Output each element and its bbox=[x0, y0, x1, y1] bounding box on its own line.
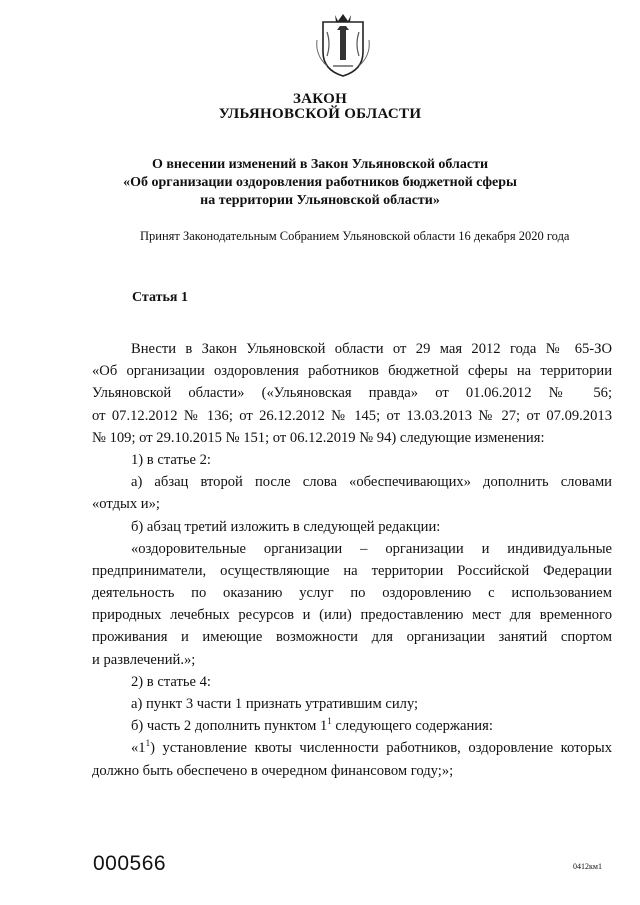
body-line: Внести в Закон Ульяновской области от 29 мая 2012 года № 65-ЗО bbox=[131, 341, 612, 357]
superscript: 1 bbox=[145, 738, 151, 749]
subject-line: «Об организации оздоровления работников бюджетной сферы bbox=[123, 175, 517, 190]
body-line: Ульяновской области» («Ульяновская правда» от 01.06.2012 № 56; bbox=[92, 385, 612, 402]
law-title: ЗАКОН bbox=[292, 91, 348, 107]
body-line: предприниматели, осуществляющие на территории Российской Федерации bbox=[92, 562, 612, 579]
body-line: 2) в статье 4: bbox=[131, 673, 211, 690]
body-line: проживания и имеющие возможности для организации занятий спортом bbox=[92, 629, 612, 646]
coat-of-arms-icon bbox=[313, 10, 373, 80]
body-line: природных лечебных ресурсов и (или) предоставлению мест для временного bbox=[92, 607, 612, 624]
body-line: от 07.12.2012 № 136; от 26.12.2012 № 145; от 13.03.2013 № 27; от 07.09.2013 bbox=[92, 407, 612, 424]
quote-text: ) установление квоты численности работников, оздоровление которых bbox=[150, 740, 612, 757]
body-line-quote bbox=[92, 737, 612, 759]
part2-text-end: следующего содержания: bbox=[331, 718, 493, 735]
subject-line: на территории Ульяновской области» bbox=[200, 193, 440, 208]
body-line: а) абзац второй после слова «обеспечивающих» дополнить словами bbox=[131, 474, 612, 491]
article-body bbox=[92, 338, 612, 782]
body-line-part2 bbox=[92, 715, 612, 737]
quote-open: «1 bbox=[131, 740, 146, 757]
law-region-title: УЛЬЯНОВСКОЙ ОБЛАСТИ bbox=[218, 106, 422, 122]
adoption-note: Принят Законодательным Собранием Ульяновской области 16 декабря 2020 года bbox=[140, 229, 570, 243]
body-line: № 109; от 29.10.2015 № 151; от 06.12.2019 № 94) следующие изменения: bbox=[92, 429, 545, 446]
subject-line: О внесении изменений в Закон Ульяновской области bbox=[151, 157, 489, 172]
body-line: «оздоровительные организации – организации и индивидуальные bbox=[131, 540, 612, 557]
body-line: «Об организации оздоровления работников бюджетной сферы на территории bbox=[92, 363, 612, 380]
body-line: деятельность по оказанию услуг по оздоровлению с использованием bbox=[92, 585, 612, 602]
body-line: и развлечений.»; bbox=[92, 651, 196, 668]
body-line: а) пункт 3 части 1 признать утратившим силу; bbox=[131, 696, 419, 712]
document-number: 000566 bbox=[93, 852, 167, 875]
body-line: должно быть обеспечено в очередном финансовом году;»; bbox=[92, 762, 454, 779]
superscript: 1 bbox=[327, 716, 332, 727]
body-line: «отдых и»; bbox=[92, 496, 160, 513]
article-heading: Статья 1 bbox=[132, 290, 188, 305]
body-line: 1) в статье 2: bbox=[131, 451, 211, 468]
form-code: 0412км1 bbox=[573, 862, 602, 871]
law-subject bbox=[0, 156, 640, 210]
body-line: б) абзац третий изложить в следующей редакции: bbox=[131, 518, 441, 535]
part2-text: б) часть 2 дополнить пунктом 1 bbox=[131, 718, 328, 735]
